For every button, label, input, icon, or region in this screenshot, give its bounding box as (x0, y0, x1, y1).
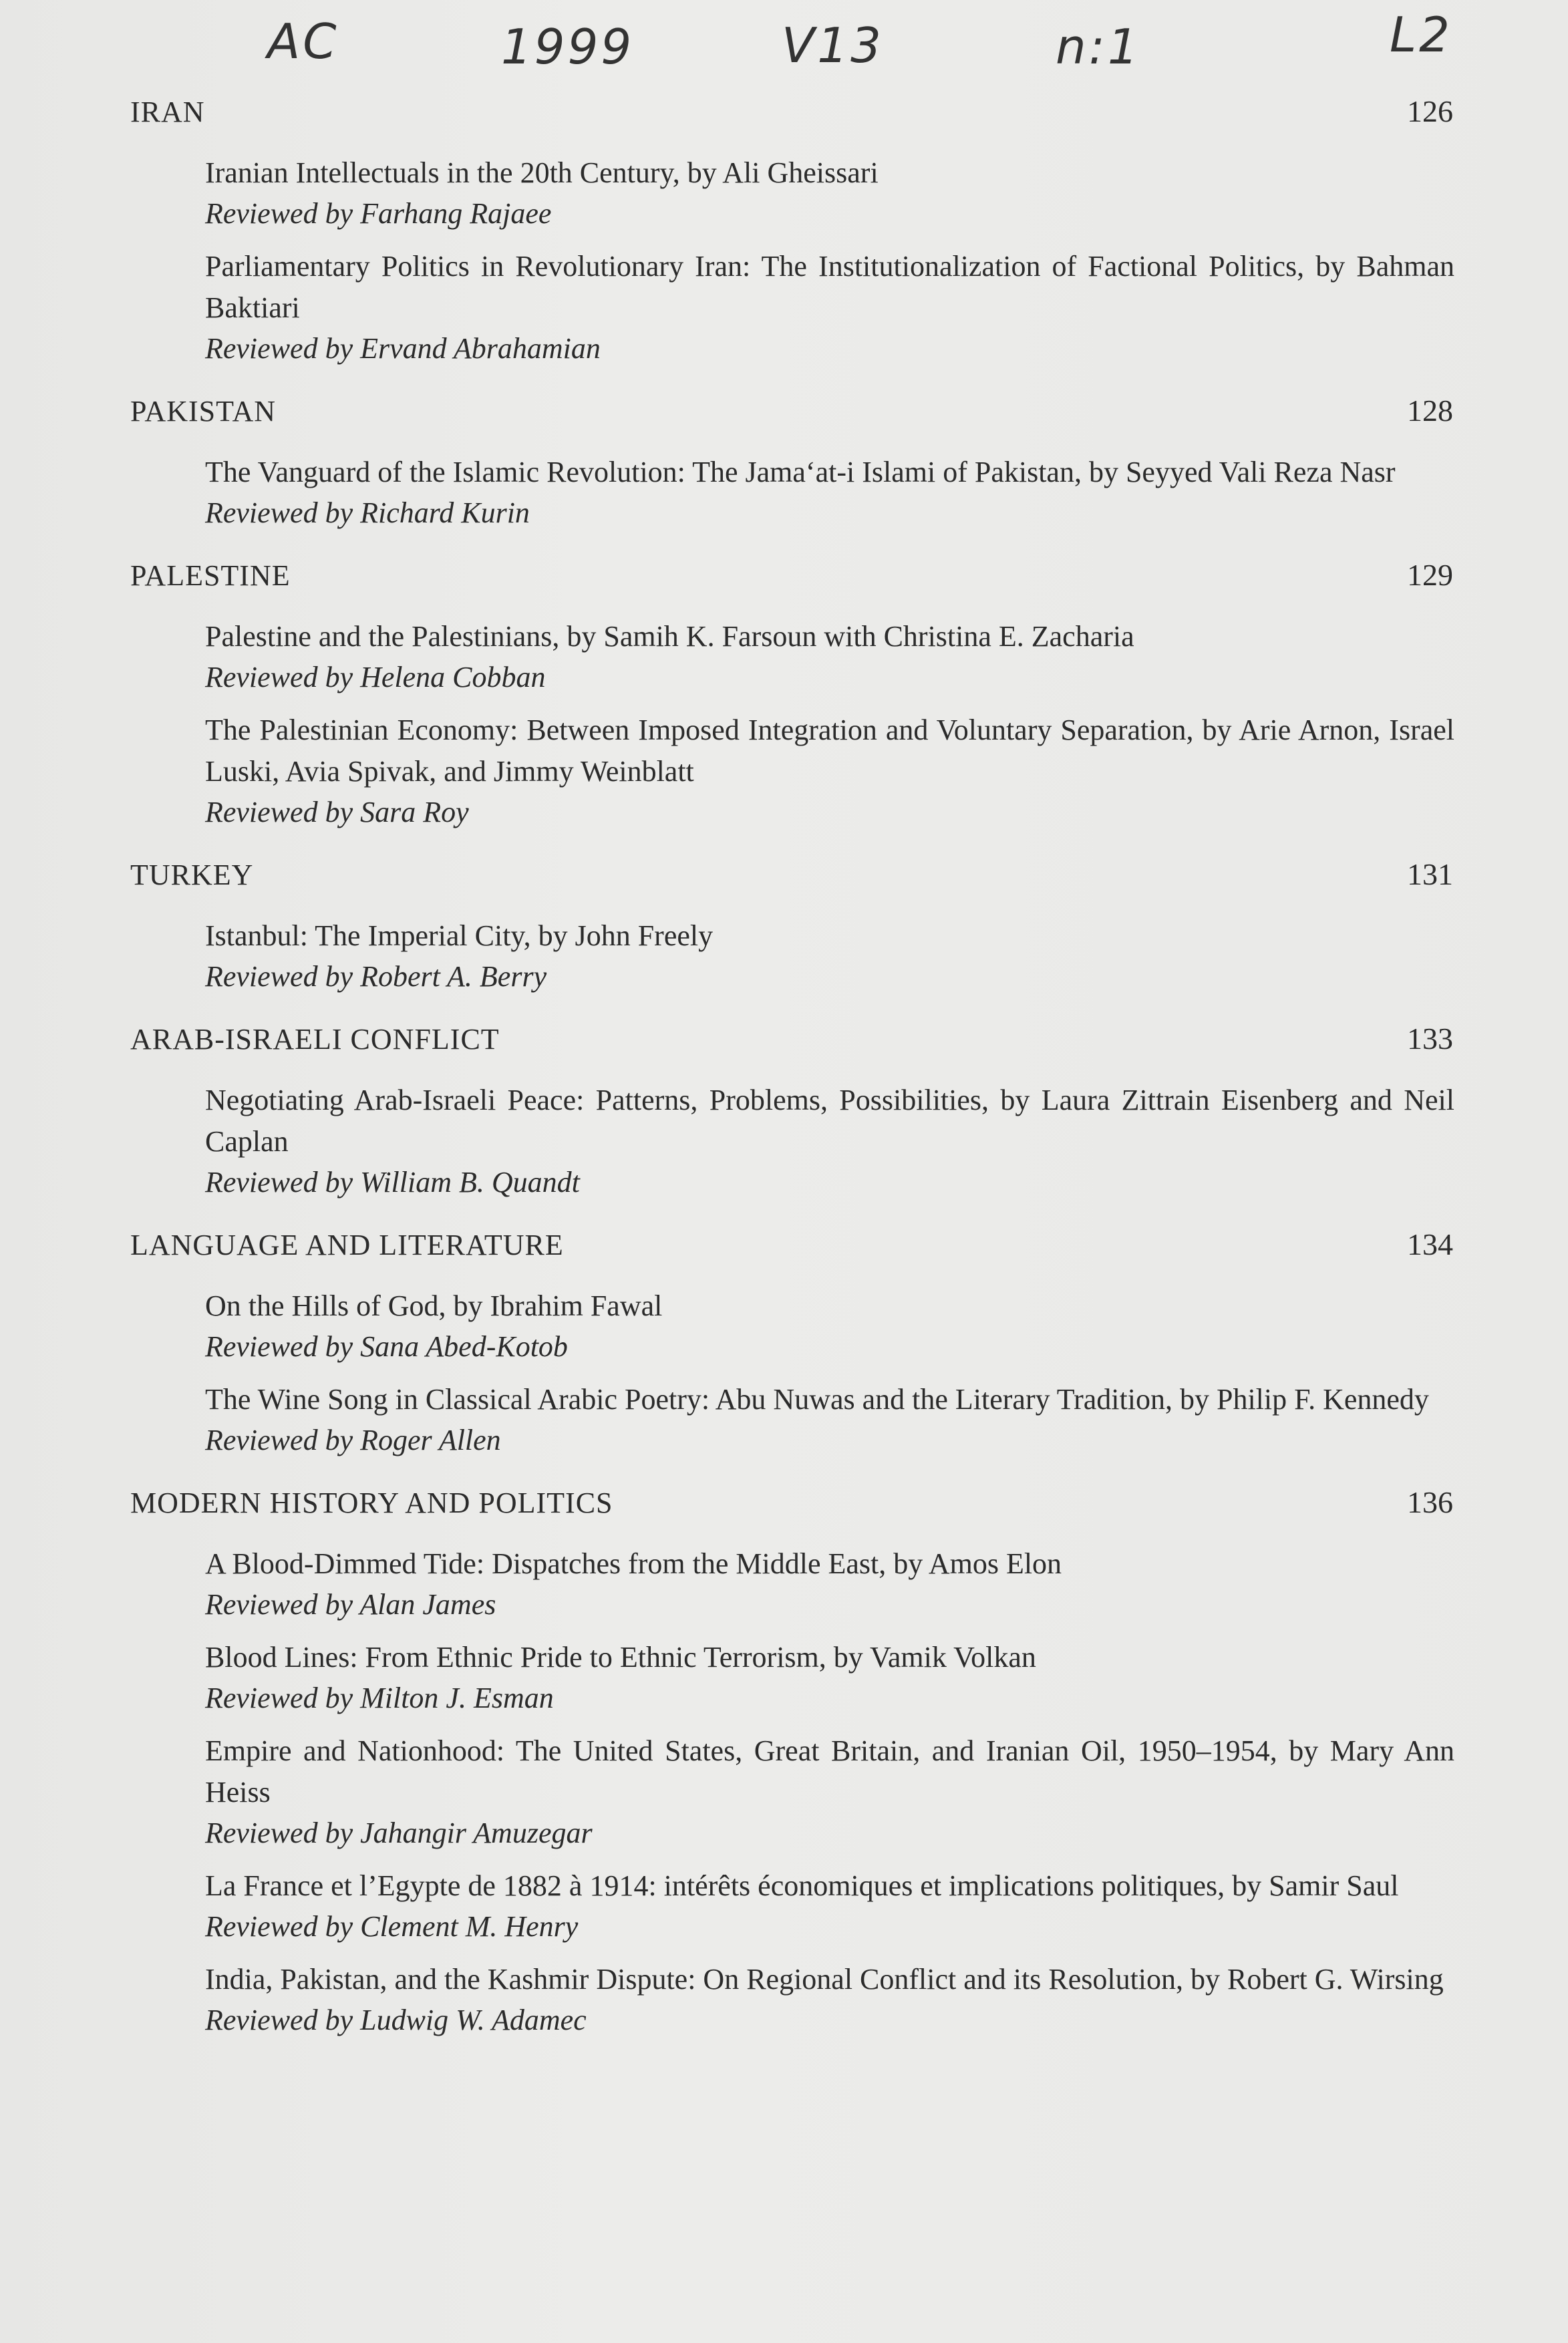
reviewer-line: Reviewed by William B. Quandt (205, 1166, 580, 1199)
toc-section (130, 94, 1453, 369)
book-title: The Wine Song in Classical Arabic Poetry: Abu Nuwas and the Literary Tradition, by Philip F. Kennedy (205, 1383, 1429, 1416)
section-page-number: 129 (1407, 558, 1453, 592)
section-heading (130, 393, 1453, 440)
reviewer-line: Reviewed by Sara Roy (205, 796, 469, 828)
section-title: IRAN (130, 96, 205, 128)
handwritten-note (0, 7, 1568, 80)
handnote-part: n:1 (1056, 19, 1141, 75)
book-title: La France et l’Egypte de 1882 à 1914: intérêts économiques et implications politiques, by Samir Saul (205, 1869, 1399, 1902)
reviewer-line: Reviewed by Roger Allen (205, 1424, 501, 1456)
handnote-part: V13 (782, 17, 884, 73)
reviewer-line: Reviewed by Robert A. Berry (205, 960, 547, 993)
book-title: The Vanguard of the Islamic Revolution: The Jama‘at-i Islami of Pakistan, by Seyyed Vali Reza Nasr (205, 456, 1396, 488)
section-page-number: 134 (1407, 1227, 1453, 1261)
book-title: A Blood-Dimmed Tide: Dispatches from the Middle East, by Amos Elon (205, 1547, 1062, 1580)
toc-section (130, 1021, 1453, 1203)
book-title: Istanbul: The Imperial City, by John Freely (205, 919, 714, 952)
section-heading (130, 1021, 1453, 1068)
reviewer-line: Reviewed by Clement M. Henry (205, 1910, 579, 1943)
section-heading (130, 1485, 1453, 1531)
book-title: Iranian Intellectuals in the 20th Century, by Ali Gheissari (205, 156, 879, 189)
toc-entry (205, 1379, 1454, 1460)
toc-entry (205, 246, 1454, 369)
section-title: ARAB-ISRAELI CONFLICT (130, 1023, 500, 1056)
toc-section (130, 557, 1453, 832)
reviewer-line: Reviewed by Richard Kurin (205, 496, 530, 529)
section-page-number: 131 (1407, 857, 1453, 891)
section-title: LANGUAGE AND LITERATURE (130, 1229, 564, 1261)
book-title: Parliamentary Politics in Revolutionary Iran: The Institutionalization of Factional Politics, by Bahman Baktiari (205, 250, 1454, 324)
book-title: Palestine and the Palestinians, by Samih K. Farsoun with Christina E. Zacharia (205, 620, 1134, 653)
toc-entry (205, 1080, 1454, 1203)
section-heading (130, 557, 1453, 604)
book-title: Empire and Nationhood: The United States, Great Britain, and Iranian Oil, 1950–1954, by Mary Ann Heiss (205, 1734, 1454, 1809)
section-page-number: 126 (1407, 94, 1453, 128)
reviewer-line: Reviewed by Ludwig W. Adamec (205, 2004, 587, 2036)
toc-entry (205, 152, 1454, 234)
section-page-number: 136 (1407, 1485, 1453, 1519)
toc-section (130, 856, 1453, 997)
reviewer-line: Reviewed by Farhang Rajaee (205, 197, 552, 230)
toc-section (130, 1227, 1453, 1460)
reviewer-line: Reviewed by Helena Cobban (205, 661, 546, 693)
section-heading (130, 94, 1453, 140)
section-title: MODERN HISTORY AND POLITICS (130, 1487, 613, 1519)
reviewer-line: Reviewed by Milton J. Esman (205, 1682, 554, 1714)
toc-entry (205, 1285, 1454, 1367)
toc-entry (205, 1543, 1454, 1625)
section-heading (130, 856, 1453, 903)
book-title: Blood Lines: From Ethnic Pride to Ethnic Terrorism, by Vamik Volkan (205, 1641, 1036, 1674)
toc-entry (205, 1637, 1454, 1718)
book-title: On the Hills of God, by Ibrahim Fawal (205, 1289, 663, 1322)
handnote-part: 1999 (501, 19, 635, 75)
toc-entry (205, 452, 1454, 533)
book-title: Negotiating Arab-Israeli Peace: Patterns, Problems, Possibilities, by Laura Zittrain Eisenberg and Neil Caplan (205, 1084, 1454, 1158)
section-page-number: 128 (1407, 394, 1453, 428)
toc-entry (205, 915, 1454, 997)
reviewer-line: Reviewed by Alan James (205, 1588, 496, 1621)
reviewer-line: Reviewed by Jahangir Amuzegar (205, 1817, 593, 1849)
table-of-contents (130, 94, 1453, 2064)
toc-entry (205, 616, 1454, 697)
book-title: The Palestinian Economy: Between Imposed Integration and Voluntary Separation, by Arie Arnon, Israel Luski, Avia Spivak, and Jimmy Weinblatt (205, 714, 1454, 788)
handnote-part: AC (267, 13, 339, 69)
toc-entry (205, 1959, 1454, 2040)
book-title: India, Pakistan, and the Kashmir Dispute: On Regional Conflict and its Resolution, by Robert G. Wirsing (205, 1963, 1444, 1996)
section-title: PALESTINE (130, 559, 291, 592)
reviewer-line: Reviewed by Ervand Abrahamian (205, 332, 601, 365)
handnote-part: L2 (1390, 7, 1452, 63)
section-title: TURKEY (130, 858, 254, 891)
toc-entry (205, 1730, 1454, 1853)
toc-entry (205, 1865, 1454, 1947)
section-page-number: 133 (1407, 1022, 1453, 1056)
reviewer-line: Reviewed by Sana Abed-Kotob (205, 1330, 568, 1363)
toc-section (130, 393, 1453, 533)
toc-entry (205, 710, 1454, 832)
section-heading (130, 1227, 1453, 1273)
section-title: PAKISTAN (130, 395, 277, 428)
toc-section (130, 1485, 1453, 2040)
